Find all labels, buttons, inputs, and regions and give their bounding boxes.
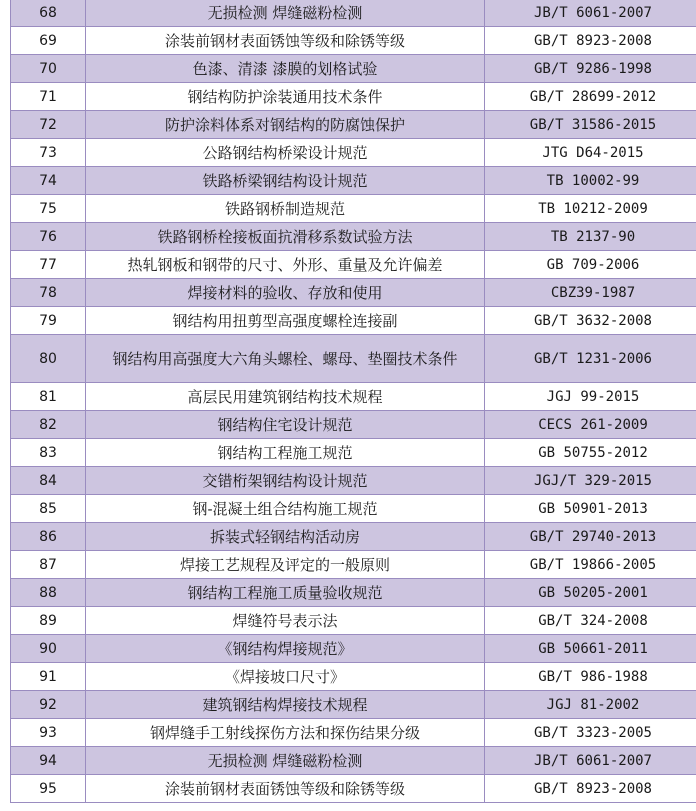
- table-row: [11, 27, 696, 55]
- row-number: 73: [11, 139, 86, 167]
- standard-name: 交错桁架钢结构设计规范: [86, 467, 485, 495]
- row-number: 80: [11, 335, 86, 383]
- standard-name: 铁路钢桥栓接板面抗滑移系数试验方法: [86, 223, 485, 251]
- row-number: 81: [11, 383, 86, 411]
- table-row: [11, 251, 696, 279]
- row-number: 77: [11, 251, 86, 279]
- standard-name: 钢结构用高强度大六角头螺栓、螺母、垫圈技术条件: [86, 335, 485, 383]
- standard-code: GB/T 9286-1998: [485, 55, 696, 83]
- table-row: [11, 747, 696, 775]
- standards-table-body: [11, 0, 696, 803]
- row-number: 83: [11, 439, 86, 467]
- table-row: [11, 383, 696, 411]
- standard-name: 防护涂料体系对钢结构的防腐蚀保护: [86, 111, 485, 139]
- table-row: [11, 635, 696, 663]
- table-row: [11, 139, 696, 167]
- standard-name: 涂装前钢材表面锈蚀等级和除锈等级: [86, 775, 485, 803]
- row-number: 91: [11, 663, 86, 691]
- standard-name: 铁路钢桥制造规范: [86, 195, 485, 223]
- standard-code: GB/T 1231-2006: [485, 335, 696, 383]
- row-number: 78: [11, 279, 86, 307]
- table-row: [11, 579, 696, 607]
- standard-code: GB/T 8923-2008: [485, 775, 696, 803]
- standard-code: GB 50661-2011: [485, 635, 696, 663]
- table-row: [11, 663, 696, 691]
- standard-name: 钢焊缝手工射线探伤方法和探伤结果分级: [86, 719, 485, 747]
- row-number: 88: [11, 579, 86, 607]
- standard-code: GB 709-2006: [485, 251, 696, 279]
- table-row: [11, 279, 696, 307]
- row-number: 75: [11, 195, 86, 223]
- row-number: 79: [11, 307, 86, 335]
- standard-name: 钢结构工程施工质量验收规范: [86, 579, 485, 607]
- standard-name: 钢-混凝土组合结构施工规范: [86, 495, 485, 523]
- row-number: 94: [11, 747, 86, 775]
- standard-code: GB 50755-2012: [485, 439, 696, 467]
- standard-name: 钢结构工程施工规范: [86, 439, 485, 467]
- standard-name: 拆装式轻钢结构活动房: [86, 523, 485, 551]
- row-number: 76: [11, 223, 86, 251]
- standard-name: 公路钢结构桥梁设计规范: [86, 139, 485, 167]
- row-number: 92: [11, 691, 86, 719]
- standard-code: GB/T 3632-2008: [485, 307, 696, 335]
- table-row: [11, 551, 696, 579]
- row-number: 87: [11, 551, 86, 579]
- table-row: [11, 719, 696, 747]
- standard-name: 建筑钢结构焊接技术规程: [86, 691, 485, 719]
- table-row: [11, 0, 696, 27]
- standard-code: JGJ 81-2002: [485, 691, 696, 719]
- row-number: 86: [11, 523, 86, 551]
- row-number: 68: [11, 0, 86, 27]
- table-row: [11, 167, 696, 195]
- row-number: 74: [11, 167, 86, 195]
- standard-name: 钢结构用扭剪型高强度螺栓连接副: [86, 307, 485, 335]
- standard-code: TB 10002-99: [485, 167, 696, 195]
- standard-code: JGJ 99-2015: [485, 383, 696, 411]
- standard-name: 焊缝符号表示法: [86, 607, 485, 635]
- row-number: 69: [11, 27, 86, 55]
- standard-name: 无损检测 焊缝磁粉检测: [86, 0, 485, 27]
- standard-name: 无损检测 焊缝磁粉检测: [86, 747, 485, 775]
- table-row: [11, 607, 696, 635]
- standard-name: 铁路桥梁钢结构设计规范: [86, 167, 485, 195]
- table-row: [11, 495, 696, 523]
- standard-code: GB/T 19866-2005: [485, 551, 696, 579]
- standard-name: 高层民用建筑钢结构技术规程: [86, 383, 485, 411]
- standard-code: GB/T 28699-2012: [485, 83, 696, 111]
- table-row: [11, 307, 696, 335]
- table-row: [11, 411, 696, 439]
- table-row: [11, 335, 696, 383]
- standard-name: 《焊接坡口尺寸》: [86, 663, 485, 691]
- standard-code: CECS 261-2009: [485, 411, 696, 439]
- row-number: 93: [11, 719, 86, 747]
- standard-code: JB/T 6061-2007: [485, 0, 696, 27]
- row-number: 89: [11, 607, 86, 635]
- standard-name: 热轧钢板和钢带的尺寸、外形、重量及允许偏差: [86, 251, 485, 279]
- standard-code: GB/T 324-2008: [485, 607, 696, 635]
- table-row: [11, 83, 696, 111]
- row-number: 70: [11, 55, 86, 83]
- standard-code: GB/T 986-1988: [485, 663, 696, 691]
- table-row: [11, 223, 696, 251]
- standard-code: JTG D64-2015: [485, 139, 696, 167]
- row-number: 82: [11, 411, 86, 439]
- standard-name: 色漆、清漆 漆膜的划格试验: [86, 55, 485, 83]
- table-row: [11, 439, 696, 467]
- standard-code: GB/T 29740-2013: [485, 523, 696, 551]
- standard-name: 焊接材料的验收、存放和使用: [86, 279, 485, 307]
- standard-code: GB/T 8923-2008: [485, 27, 696, 55]
- row-number: 72: [11, 111, 86, 139]
- standard-name: 涂装前钢材表面锈蚀等级和除锈等级: [86, 27, 485, 55]
- standard-code: GB 50205-2001: [485, 579, 696, 607]
- table-row: [11, 467, 696, 495]
- standard-name: 焊接工艺规程及评定的一般原则: [86, 551, 485, 579]
- standard-name: 钢结构住宅设计规范: [86, 411, 485, 439]
- standard-name: 钢结构防护涂装通用技术条件: [86, 83, 485, 111]
- standard-code: GB 50901-2013: [485, 495, 696, 523]
- row-number: 90: [11, 635, 86, 663]
- standard-code: TB 10212-2009: [485, 195, 696, 223]
- table-row: [11, 775, 696, 803]
- row-number: 85: [11, 495, 86, 523]
- standard-code: TB 2137-90: [485, 223, 696, 251]
- row-number: 84: [11, 467, 86, 495]
- table-row: [11, 691, 696, 719]
- row-number: 71: [11, 83, 86, 111]
- table-row: [11, 195, 696, 223]
- standard-name: 《钢结构焊接规范》: [86, 635, 485, 663]
- standard-code: JGJ/T 329-2015: [485, 467, 696, 495]
- standard-code: GB/T 31586-2015: [485, 111, 696, 139]
- standards-table: [10, 0, 696, 803]
- standard-code: CBZ39-1987: [485, 279, 696, 307]
- table-row: [11, 523, 696, 551]
- table-row: [11, 111, 696, 139]
- standard-code: JB/T 6061-2007: [485, 747, 696, 775]
- row-number: 95: [11, 775, 86, 803]
- table-row: [11, 55, 696, 83]
- standard-code: GB/T 3323-2005: [485, 719, 696, 747]
